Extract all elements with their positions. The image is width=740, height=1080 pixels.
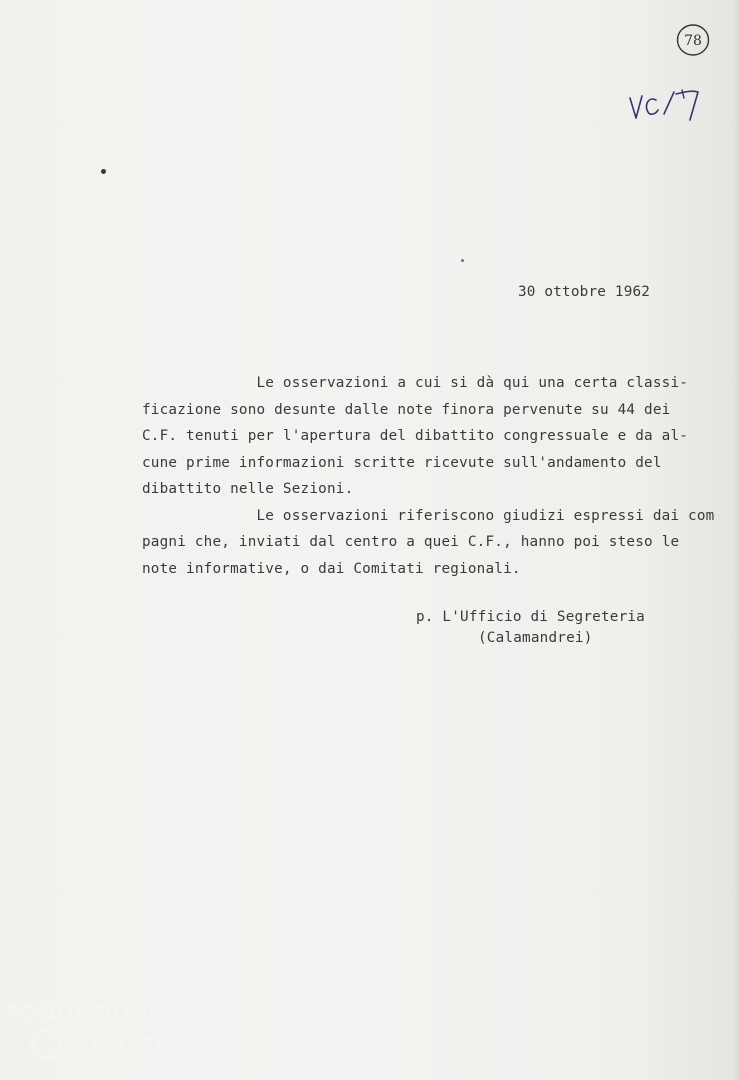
document-date: 30 ottobre 1962 [518,284,651,300]
page-edge-shadow [734,0,740,1080]
body-line: dibattito nelle Sezioni. [142,481,354,497]
body-line: Le osservazioni a cui si dà qui una certa classi- [142,375,689,391]
stray-mark [461,259,464,262]
body-line: pagni che, inviati dal centro a quei C.F., hanno poi steso le [142,534,680,550]
handwritten-annotation [624,84,704,128]
body-line: C.F. tenuti per l'apertura del dibattito congressuale e da al- [142,428,689,444]
archive-number: 78 [684,33,702,49]
stray-mark [101,169,106,174]
body-line: ficazione sono desunte dalle note finora pervenute su 44 dei [142,401,671,418]
archive-number-stamp [676,23,710,57]
signature-name: (Calamandrei) [478,630,593,646]
body-line: Le osservazioni riferiscono giudizi espressi dai com [142,507,715,524]
archive-watermark [0,990,200,1080]
body-line: cune prime informazioni scritte ricevute sull'andamento del [142,454,662,471]
watermark-line2: GRAMSCI [58,1033,162,1057]
watermark-line1: FONDAZIONE [6,1001,163,1025]
body-line: note informative, o dai Comitati regionali. [142,560,521,577]
signature-office: p. L'Ufficio di Segreteria [416,609,645,625]
